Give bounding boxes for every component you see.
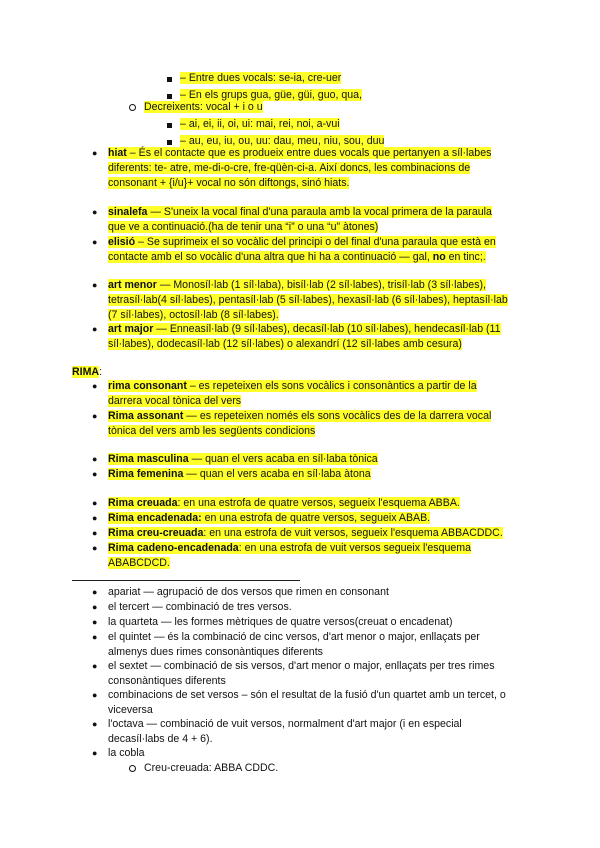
list-item: el sextet — combinació de sis versos, d'art menor o major, enllaçats per tres rimes	[108, 660, 495, 672]
list-item-continuation: contacte amb el so vocàlic d'una altra que hi ha a continuació — gal, no en tinc;.	[108, 251, 486, 263]
square-bullet	[167, 123, 172, 128]
list-item-rima-creuada: Rima creuada: en una estrofa de quatre versos, segueix l'esquema ABBA.	[108, 497, 460, 509]
circle-bullet	[129, 765, 136, 772]
list-item-continuation: que ve a continuació.(ha de tenir una “i” o una “u” àtones)	[108, 221, 379, 233]
list-item: – Entre dues vocals: se-ia, cre-uer	[180, 72, 342, 84]
bullet: ●	[92, 148, 98, 158]
bullet: ●	[92, 411, 98, 421]
bullet: ●	[92, 543, 98, 553]
list-item-continuation: diferents: te- atre, me-di-o-cre, fre-qüèn-ci-a. Així doncs, les combinacions de	[108, 162, 471, 174]
list-item-rima-masculina: Rima masculina — quan el vers acaba en síl·laba tònica	[108, 453, 378, 465]
bullet: ●	[92, 469, 98, 479]
bullet: ●	[92, 237, 98, 247]
list-item: – au, eu, iu, ou, uu: dau, meu, niu, sou, duu	[180, 135, 385, 147]
list-item-continuation: viceversa	[108, 704, 153, 716]
bullet: ●	[92, 381, 98, 391]
bullet: ●	[92, 513, 98, 523]
bullet: ●	[92, 454, 98, 464]
list-item-continuation: ABABCDCD.	[108, 557, 170, 569]
list-item-continuation: darrera vocal tònica del vers	[108, 395, 242, 407]
list-item-elisio: elisió – Se suprimeix el so vocàlic del principi o del final d'una paraula que està en	[108, 236, 496, 248]
list-item-continuation: síl·labes), dodecasíl·lab (12 síl·labes) o alexandrí (12 síl·labes amb cesura)	[108, 338, 462, 350]
bullet: ●	[92, 324, 98, 334]
list-item-continuation: consonàntiques diferents	[108, 675, 226, 687]
bullet: ●	[92, 719, 98, 729]
bullet: ●	[92, 617, 98, 627]
divider	[72, 580, 300, 581]
list-item-continuation: tetrasíl·lab(4 síl·labes), pentasíl·lab (5 síl·labes), hexasíl·lab (6 síl·labes), heptasíl·lab	[108, 294, 508, 306]
list-item-rima-assonant: Rima assonant — es repeteixen només els sons vocàlics des de la darrera vocal	[108, 410, 492, 422]
bullet: ●	[92, 690, 98, 700]
list-item: – ai, ei, ii, oi, ui: mai, rei, noi, a-vui	[180, 118, 340, 130]
list-item: la quarteta — les formes mètriques de quatre versos(creuat o encadenat)	[108, 616, 453, 628]
list-item-continuation: almenys dues rimes consonàntiques diferents	[108, 646, 323, 658]
list-item-sinalefa: sinalefa — S'uneix la vocal final d'una paraula amb la vocal primera de la paraula	[108, 206, 492, 218]
list-item-continuation: (7 síl·labes), octosíl·lab (8 síl·labes).	[108, 309, 279, 321]
list-item-rima-encadenada: Rima encadenada: en una estrofa de quatre versos, segueix ABAB.	[108, 512, 431, 524]
list-item: Decreixents: vocal + i o u	[144, 101, 263, 113]
list-item: Creu-creuada: ABBA CDDC.	[144, 762, 279, 774]
list-item-rima-cadeno-encadenada: Rima cadeno-encadenada: en una estrofa de vuit versos segueix l'esquema	[108, 542, 471, 554]
rima-heading: RIMA:	[72, 366, 103, 378]
bullet: ●	[92, 280, 98, 290]
list-item-continuation: decasíl·labs de 4 + 6).	[108, 733, 213, 745]
bullet: ●	[92, 587, 98, 597]
list-item: apariat — agrupació de dos versos que rimen en consonant	[108, 586, 389, 598]
list-item-art-major: art major — Enneasíl·lab (9 síl·labes), decasíl·lab (10 síl·labes), hendecasíl·lab (11	[108, 323, 501, 335]
circle-bullet	[129, 104, 136, 111]
list-item-art-menor: art menor — Monosíl·lab (1 síl·laba), bisíl·lab (2 síl·labes), trisíl·lab (3 síl·labes),	[108, 279, 486, 291]
list-item: el tercert — combinació de tres versos.	[108, 601, 292, 613]
square-bullet	[167, 94, 172, 99]
bullet: ●	[92, 528, 98, 538]
list-item-rima-femenina: Rima femenina — quan el vers acaba en síl·laba àtona	[108, 468, 371, 480]
bullet: ●	[92, 748, 98, 758]
square-bullet	[167, 140, 172, 145]
list-item: – En els grups gua, güe, güi, guo, qua,	[180, 89, 362, 101]
list-item-rima-creu-creuada: Rima creu-creuada: en una estrofa de vuit versos, segueix l'esquema ABBACDDC.	[108, 527, 503, 539]
bullet: ●	[92, 632, 98, 642]
bullet: ●	[92, 661, 98, 671]
list-item-continuation: consonant + {i/u}+ vocal no són diftongs, sinó hiats.	[108, 177, 350, 189]
list-item-continuation: tònica del vers amb les següents condicions	[108, 425, 316, 437]
bullet: ●	[92, 498, 98, 508]
list-item: combinacions de set versos – són el resultat de la fusió d'un quartet amb un tercet, o	[108, 689, 506, 701]
bullet: ●	[92, 207, 98, 217]
list-item-hiat: hiat – És el contacte que es produeix entre dues vocals que pertanyen a síl·labes	[108, 147, 492, 159]
square-bullet	[167, 77, 172, 82]
list-item: el quintet — és la combinació de cinc versos, d'art menor o major, enllaçats per	[108, 631, 480, 643]
list-item: la cobla	[108, 747, 145, 759]
bullet: ●	[92, 602, 98, 612]
list-item: l'octava — combinació de vuit versos, normalment d'art major (i en especial	[108, 718, 462, 730]
list-item-rima-consonant: rima consonant – es repeteixen els sons vocàlics i consonàntics a partir de la	[108, 380, 477, 392]
